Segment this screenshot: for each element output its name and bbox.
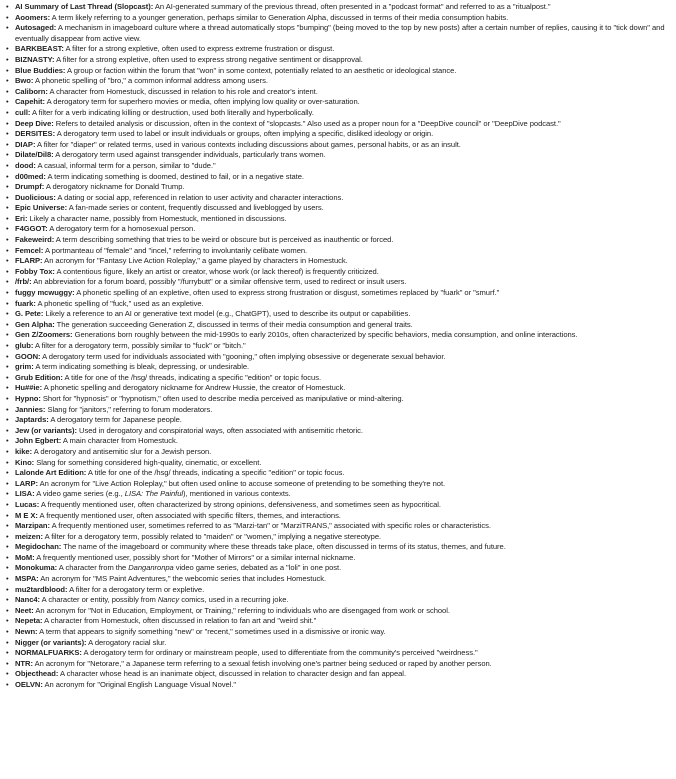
glossary-definition: A phonetic spelling of "bro," a common informal address among users. (33, 76, 268, 86)
glossary-term: NORMALFUARKS: (15, 648, 82, 658)
glossary-term: Japtards: (15, 415, 49, 425)
glossary-term: Duolicious: (15, 192, 56, 202)
glossary-term: Kino: (15, 457, 35, 467)
glossary-definition: video game series, debated as a "loli" in one post. (173, 563, 342, 573)
glossary-definition: An acronym for "Original English Language Visual Novel." (42, 680, 237, 689)
glossary-term: F4GGOT: (15, 224, 48, 234)
glossary-definition: A main character from Homestuck. (61, 436, 178, 446)
glossary-entry (6, 256, 672, 267)
glossary-entry (6, 277, 672, 288)
glossary-term: glub: (15, 341, 34, 350)
glossary-definition: An acronym for "Live Action Roleplay," but often used online to accuse someone of pretending to be something they're not. (37, 478, 446, 488)
glossary-definition: Likely a character name, possibly from Homestuck, mentioned in discussions. (27, 213, 287, 223)
glossary-entry (6, 521, 672, 532)
glossary-definition: A character or entity, possibly from (40, 595, 158, 605)
glossary-term: BIZNASTY: (15, 54, 55, 64)
glossary-definition: A group or faction within the forum that "won" in some context, potentially related to an aesthetic or ideological stance. (65, 65, 457, 75)
glossary-definition: A portmanteau of "female" and "incel," referring to involuntarily celibate women. (43, 245, 308, 255)
glossary-definition: A phonetic spelling of an expletive, often used to express strong frustration or disgust, sometimes replaced by "fuark" or "smurf." (74, 288, 500, 298)
glossary-entry (6, 627, 672, 638)
glossary-entry (6, 648, 672, 659)
glossary-entry (6, 235, 672, 246)
glossary-entry (6, 373, 672, 384)
glossary-definition: A frequently mentioned user, possibly short for "Mother of Mirrors" or a similar internal nickname. (34, 552, 356, 562)
glossary-term: John Egbert: (15, 436, 62, 446)
glossary-entry (6, 309, 672, 320)
glossary-definition: The generation succeeding Generation Z, discussed in terms of their media consumption and general traits. (54, 319, 413, 329)
glossary-title-italic: Nancy (157, 595, 180, 605)
glossary-definition: A term indicating something is doomed, destined to fail, or in a negative state. (45, 171, 304, 181)
glossary-term: Gen Z/Zoomers: (15, 330, 73, 340)
glossary-term: meizen: (15, 531, 43, 541)
glossary-term: Bwo: (15, 76, 34, 86)
glossary-entry (6, 352, 672, 363)
glossary-term: Lalonde Art Edition: (15, 468, 87, 478)
glossary-entry (6, 426, 672, 437)
glossary-term: fuggy mcwuggy: (15, 288, 75, 298)
glossary-term: LISA: (15, 489, 35, 499)
glossary-entry (6, 129, 672, 140)
glossary-term: LARP: (15, 478, 38, 488)
glossary-entry (6, 299, 672, 310)
glossary-term: BARKBEAST: (15, 44, 64, 54)
glossary-entry (6, 415, 672, 426)
glossary-entry (6, 616, 672, 627)
glossary-term: Hypno: (15, 393, 41, 403)
glossary-definition: A frequently mentioned user, often characterized by strong opinions, defensiveness, and sometimes seen as hypocritical. (39, 499, 441, 509)
glossary-entry (6, 405, 672, 416)
glossary-definition: A fan-made series or content, frequently discussed and liveblogged by users. (67, 203, 324, 213)
glossary-entry (6, 246, 672, 257)
glossary-definition: A derogatory term used to label or insult individuals or groups, often implying a specific, disliked ideology or origin. (55, 129, 434, 139)
glossary-definition: An acronym for "Netorare," a Japanese term referring to a sexual fetish involving one's partner being seduced or raped by another person. (32, 658, 492, 668)
glossary-term: Grub Edition: (15, 372, 63, 382)
glossary-term: Monokuma: (15, 563, 58, 573)
glossary-definition: A filter for "diaper" or related terms, used in various contexts including discussions about games, personal habits, or as an insult. (35, 139, 461, 149)
glossary-definition: ), mentioned in various contexts. (183, 489, 291, 499)
glossary-entry (6, 383, 672, 394)
glossary-term: Hu##ie: (15, 383, 43, 393)
glossary-definition: A title for one of the /hsg/ threads, indicating a specific "edition" or topic focus. (86, 468, 345, 478)
glossary-definition: An acronym for "Fantasy Live Action Roleplay," a game played by characters in Homestuck. (42, 256, 348, 266)
glossary-term: Epic Universe: (15, 203, 68, 213)
glossary-entry (6, 606, 672, 617)
glossary-term: Autosaged: (15, 23, 57, 33)
glossary-definition: A derogatory term for a homosexual person. (47, 224, 196, 234)
glossary-definition: A term that appears to signify something "new" or "recent," sometimes used in a dismissive or ironic way. (37, 627, 386, 637)
glossary-entry (6, 479, 672, 490)
glossary-definition: A character from Homestuck, often discussed in relation to fan art and "weird shit." (42, 616, 317, 626)
glossary-entry (6, 140, 672, 151)
glossary-entry (6, 172, 672, 183)
glossary-term: Nigger (or variants): (15, 637, 87, 647)
glossary-term: Newn: (15, 627, 38, 637)
glossary-definition: A filter for a verb indicating killing or destruction, used both literally and hyperbolically. (30, 107, 314, 117)
glossary-term: Nanc4: (15, 595, 41, 605)
glossary-definition: An acronym for "MS Paint Adventures," the webcomic series that includes Homestuck. (38, 574, 327, 584)
glossary-term: /frb/: (15, 277, 32, 287)
glossary-term: AI Summary of Last Thread (Slopcast): (15, 2, 154, 11)
glossary-definition: A frequently mentioned user, often associated with specific filters, themes, and interactions. (37, 510, 341, 520)
glossary-definition: A term indicating something is bleak, depressing, or undesirable. (33, 362, 250, 372)
glossary-term: M E X: (15, 510, 38, 520)
glossary-entry (6, 161, 672, 172)
glossary-entry (6, 267, 672, 278)
glossary-term: Objecthead: (15, 669, 59, 679)
glossary-definition: A derogatory racial slur. (86, 637, 167, 647)
glossary-definition: A derogatory term used for individuals associated with "gooning," often implying obsessive or degenerate sexual behavior. (40, 351, 446, 361)
glossary-entry (6, 214, 672, 225)
glossary-entry (6, 394, 672, 405)
glossary-definition: An abbreviation for a forum board, possibly "/furrybutt" or a similar offensive term, used to redirect or insult users. (31, 277, 407, 287)
glossary-term: Eri: (15, 213, 28, 223)
glossary-entry (6, 203, 672, 214)
glossary-definition: A title for one of the /hsg/ threads, indicating a specific "edition" or topic focus. (62, 372, 322, 382)
glossary-entry (6, 563, 672, 574)
glossary-term: grim: (15, 362, 34, 372)
glossary-definition: A casual, informal term for a person, similar to "dude." (35, 160, 216, 170)
glossary-term: Caliborn: (15, 86, 48, 96)
glossary-entry (6, 659, 672, 670)
glossary-term: Jew (or variants): (15, 425, 77, 435)
glossary-entry (6, 595, 672, 606)
glossary-definition: The name of the imageboard or community where these threads take place, often discussed in terms of its status, themes, and future. (61, 542, 506, 552)
glossary-term: cull: (15, 107, 31, 117)
glossary-term: DIAP: (15, 139, 36, 149)
glossary-entry (6, 23, 672, 44)
glossary-definition: Slang for something considered high-quality, cinematic, or excellent. (34, 457, 262, 467)
glossary-entry (6, 362, 672, 373)
glossary-entry (6, 468, 672, 479)
glossary-entry (6, 119, 672, 130)
glossary-term: Blue Buddies: (15, 65, 66, 75)
glossary-term: Aoomers: (15, 12, 51, 22)
glossary-entry (6, 489, 672, 500)
glossary-entry (6, 500, 672, 511)
glossary-definition: An AI-generated summary of the previous thread, often presented in a "podcast format" and referred to as a "ritualpost." (153, 2, 551, 11)
glossary-entry (6, 532, 672, 543)
glossary-term: NTR: (15, 658, 33, 668)
glossary-definition: Likely a reference to an AI or generative text model (e.g., ChatGPT), used to describe its output or capabilities. (43, 309, 411, 319)
glossary-definition: comics, used in a recurring joke. (179, 595, 289, 605)
glossary-definition: A phonetic spelling of "fuck," used as an expletive. (35, 298, 204, 308)
glossary-entry (6, 224, 672, 235)
glossary-definition: A derogatory nickname for Donald Trump. (44, 182, 185, 192)
glossary-entry (6, 542, 672, 553)
glossary-term: Megidochan: (15, 542, 62, 552)
glossary-entry (6, 436, 672, 447)
glossary-definition: A video game series (e.g., (34, 489, 125, 499)
glossary-term: G. Pete: (15, 309, 44, 319)
glossary-definition: Short for "hypnosis" or "hypnotism," often used to describe media perceived as manipulative or mind-altering. (40, 393, 404, 403)
glossary-definition: Generations born roughly between the mid-1990s to early 2010s, often characterized by specific behaviors, media consumption, and online interactions. (72, 330, 578, 340)
glossary-entry (6, 76, 672, 87)
glossary-definition: A derogatory and antisemitic slur for a Jewish person. (32, 446, 212, 456)
glossary-definition: Refers to detailed analysis or discussion, often in the context of "slopcasts." Also used as a proper noun for a "DeepDive council" or "DeepDive podcast." (53, 118, 561, 128)
glossary-term: MSPA: (15, 574, 39, 584)
glossary-entry (6, 458, 672, 469)
glossary-term: Neet: (15, 605, 34, 615)
glossary-entry (6, 288, 672, 299)
glossary-term: Dilate/Dil8: (15, 150, 54, 160)
glossary-entry (6, 66, 672, 77)
glossary-definition: A filter for a derogatory term, possibly related to "maiden" or "women," implying a negative stereotype. (42, 531, 382, 541)
glossary-term: FLARP: (15, 256, 43, 266)
glossary-entry (6, 341, 672, 352)
glossary-definition: Used in derogatory and conspiratorial ways, often associated with antisemitic rhetoric. (76, 425, 363, 435)
glossary-definition: A filter for a derogatory term or expletive. (67, 584, 205, 594)
glossary-term: Jannies: (15, 404, 46, 414)
glossary-entry (6, 182, 672, 193)
glossary-entry (6, 55, 672, 66)
glossary-term: fuark: (15, 298, 36, 308)
glossary-entry (6, 44, 672, 55)
glossary-entry (6, 320, 672, 331)
glossary-definition: A term likely referring to a younger generation, perhaps similar to Generation Alpha, discussed in terms of their media consumption habits. (50, 12, 509, 22)
glossary-definition: A contentious figure, likely an artist or creator, whose work (or lack thereof) is frequently criticized. (54, 266, 379, 276)
glossary-term: Marzipan: (15, 521, 50, 531)
glossary-term: Lucas: (15, 499, 40, 509)
glossary-entry (6, 330, 672, 341)
glossary-title-italic: Danganronpa (128, 563, 174, 573)
glossary-entry (6, 447, 672, 458)
glossary-term: Deep Dive: (15, 118, 54, 128)
glossary-term: Drumpf: (15, 182, 45, 192)
glossary-definition: A filter for a strong expletive, often used to express extreme frustration or disgust. (63, 44, 335, 54)
glossary-definition: A derogatory term for Japanese people. (48, 415, 182, 425)
glossary-entry (6, 13, 672, 24)
glossary-term: dood: (15, 160, 36, 170)
glossary-entry (6, 553, 672, 564)
glossary-term: Femcel: (15, 245, 44, 255)
glossary-term: MoM: (15, 552, 35, 562)
glossary-definition: Slang for "janitors," referring to forum moderators. (45, 404, 213, 414)
glossary-entry (6, 87, 672, 98)
glossary-term: Gen Alpha: (15, 319, 55, 329)
glossary-entry (6, 97, 672, 108)
glossary-entry (6, 585, 672, 596)
glossary-definition: A dating or social app, referenced in relation to user activity and character interactions. (55, 192, 344, 202)
glossary-entry (6, 193, 672, 204)
glossary-definition: A mechanism in imageboard culture where a thread automatically stops "bumping" (being moved to the top by new posts) after a certain number of replies, causing it to "tick down" and eventually disappear from active view. (15, 23, 665, 43)
glossary-entry (6, 680, 672, 691)
glossary-definition: A frequently mentioned user, sometimes referred to as "Marzi-tan" or "MarziTRANS," associated with specific roles or characteristics. (50, 521, 491, 531)
glossary-entry (6, 669, 672, 680)
glossary-definition: A character from Homestuck, discussed in relation to his role and creator's intent. (47, 86, 318, 96)
glossary-definition: A derogatory term for superhero movies or media, often implying low quality or over-saturation. (44, 97, 360, 107)
glossary-term: kike: (15, 446, 33, 456)
glossary-term: Nepeta: (15, 616, 43, 626)
glossary-definition: A character whose head is an inanimate object, discussed in relation to character design and fan appeal. (58, 669, 407, 679)
glossary-term: Capehit: (15, 97, 45, 107)
glossary-entry (6, 150, 672, 161)
glossary-definition: A phonetic spelling and derogatory nickname for Andrew Hussie, the creator of Homestuck. (42, 383, 346, 393)
glossary-title-italic: LISA: The Painful (124, 489, 184, 499)
glossary-term: GOON: (15, 351, 41, 361)
glossary-term: mu2tardblood: (15, 584, 68, 594)
glossary-entry (6, 574, 672, 585)
glossary-entry (6, 108, 672, 119)
glossary-definition: A derogatory term for ordinary or mainstream people, used to differentiate from the community's perceived "weirdness." (81, 648, 478, 658)
glossary-entry (6, 2, 672, 13)
glossary-term: Fobby Tox: (15, 266, 55, 276)
glossary-definition: A character from the (57, 563, 129, 573)
glossary-definition: An acronym for "Not in Education, Employment, or Training," referring to individuals who are disengaged from work or school. (33, 605, 450, 615)
glossary-definition: A term describing something that tries to be weird or obscure but is perceived as inauthentic or forced. (54, 235, 394, 245)
glossary-term: d00med: (15, 171, 46, 181)
glossary-term: Fakeweird: (15, 235, 55, 245)
glossary-entry (6, 511, 672, 522)
glossary-definition: A filter for a strong expletive, often used to express strong negative sentiment or disapproval. (54, 54, 363, 64)
glossary-definition: A filter for a derogatory term, possibly similar to "fuck" or "bitch." (33, 341, 246, 350)
glossary-definition: A derogatory term used against transgender individuals, particularly trans women. (53, 150, 326, 160)
glossary-term: OELVN: (15, 680, 43, 689)
glossary-term: DERSITES: (15, 129, 56, 139)
glossary-entry (6, 638, 672, 649)
